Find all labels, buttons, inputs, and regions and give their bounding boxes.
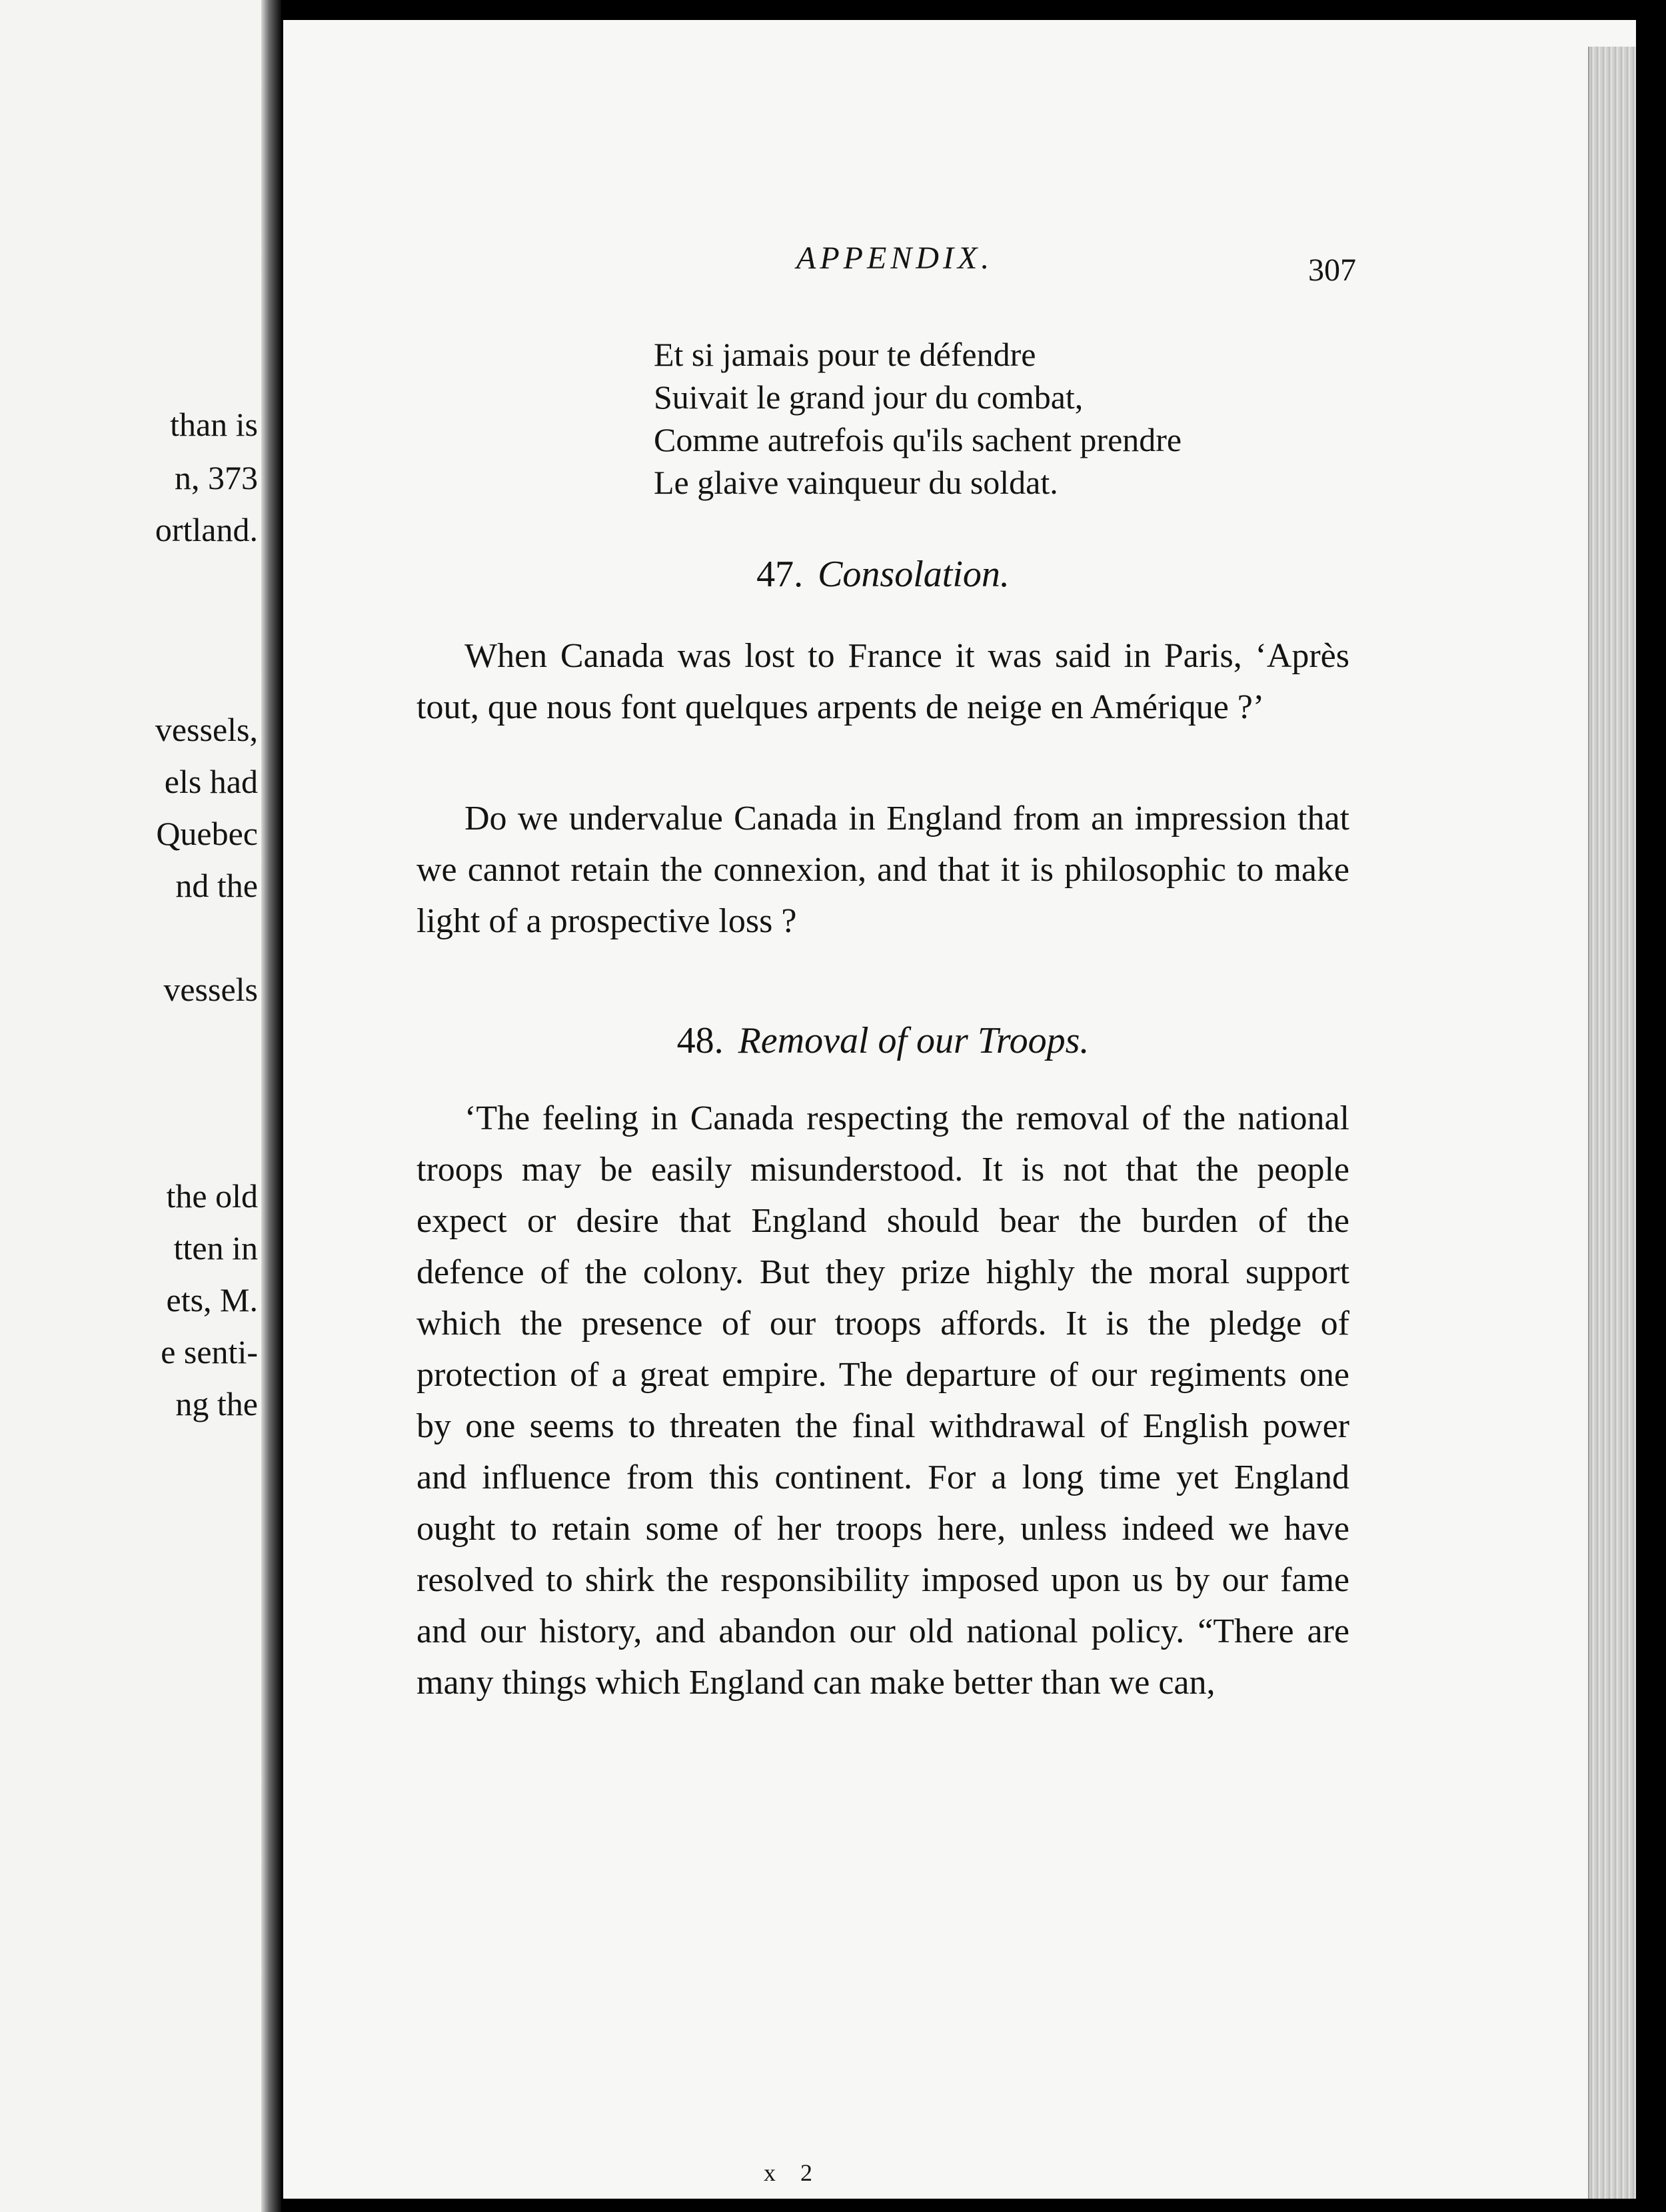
section-heading-48	[283, 1019, 1483, 1062]
previous-page-fragment	[0, 0, 270, 2212]
paragraph: ‘The feeling in Canada respecting the removal of the national troops may be easily misunderstood. It is not that the people expect or desire that England should bear the burden of the defence of the colony. But they prize highly the moral support which the presence of our troops affords. It is the pledge of protection of a great empire. The departure of our regiments one by one seems to threaten the final withdrawal of English power and influence from this continent. For a long time yet England ought to retain some of her troops here, unless indeed we have resolved to shirk the responsibility imposed upon us by our fame and our history, and abandon our old national policy. “There are many things which England can make better than we can,	[416, 1099, 1349, 1702]
section-number: 47.	[756, 554, 804, 595]
section-heading-47	[283, 553, 1483, 596]
verse-line: Suivait le grand jour du combat,	[654, 378, 1084, 416]
paragraph: When Canada was lost to France it was said in Paris, ‘Après tout, que nous font quelques arpents de neige en Amérique ?’	[416, 637, 1349, 726]
verse-stanza	[654, 333, 1182, 504]
page-edge	[1588, 47, 1636, 2199]
book-gutter	[261, 0, 281, 2212]
previous-page-line: Quebec	[156, 815, 258, 852]
verse-line: Et si jamais pour te défendre	[654, 336, 1036, 373]
previous-page-line: ortland.	[155, 511, 258, 548]
section-number: 48.	[676, 1020, 724, 1061]
previous-page-line: ng the	[175, 1385, 258, 1422]
previous-page-line: els had	[164, 763, 258, 800]
background-edge	[1636, 0, 1666, 2212]
paragraph: Do we undervalue Canada in England from an impression that we cannot retain the connexion, and that it is philosophic to make light of a prospective loss ?	[416, 800, 1349, 940]
previous-page-line: tten in	[173, 1229, 258, 1267]
previous-page-line: ets, M.	[166, 1281, 258, 1319]
section-title: Removal of our Troops.	[738, 1020, 1090, 1061]
page-header	[283, 240, 1476, 293]
book-page	[283, 20, 1636, 2199]
previous-page-line: nd the	[175, 867, 258, 904]
previous-page-line: than is	[170, 406, 258, 443]
previous-page-line: e senti-	[161, 1333, 258, 1371]
verse-line: Comme autrefois qu'ils sachent prendre	[654, 421, 1182, 458]
previous-page-line: n, 373	[175, 459, 258, 496]
verse-line: Le glaive vainqueur du soldat.	[654, 464, 1058, 501]
page-number: 307	[1308, 253, 1356, 288]
previous-page-line: the old	[166, 1177, 258, 1215]
running-head: APPENDIX.	[796, 241, 994, 276]
previous-page-line: vessels	[163, 971, 258, 1008]
signature-mark: x 2	[764, 2159, 822, 2186]
section-title: Consolation.	[818, 554, 1010, 595]
previous-page-line: vessels,	[155, 711, 258, 748]
